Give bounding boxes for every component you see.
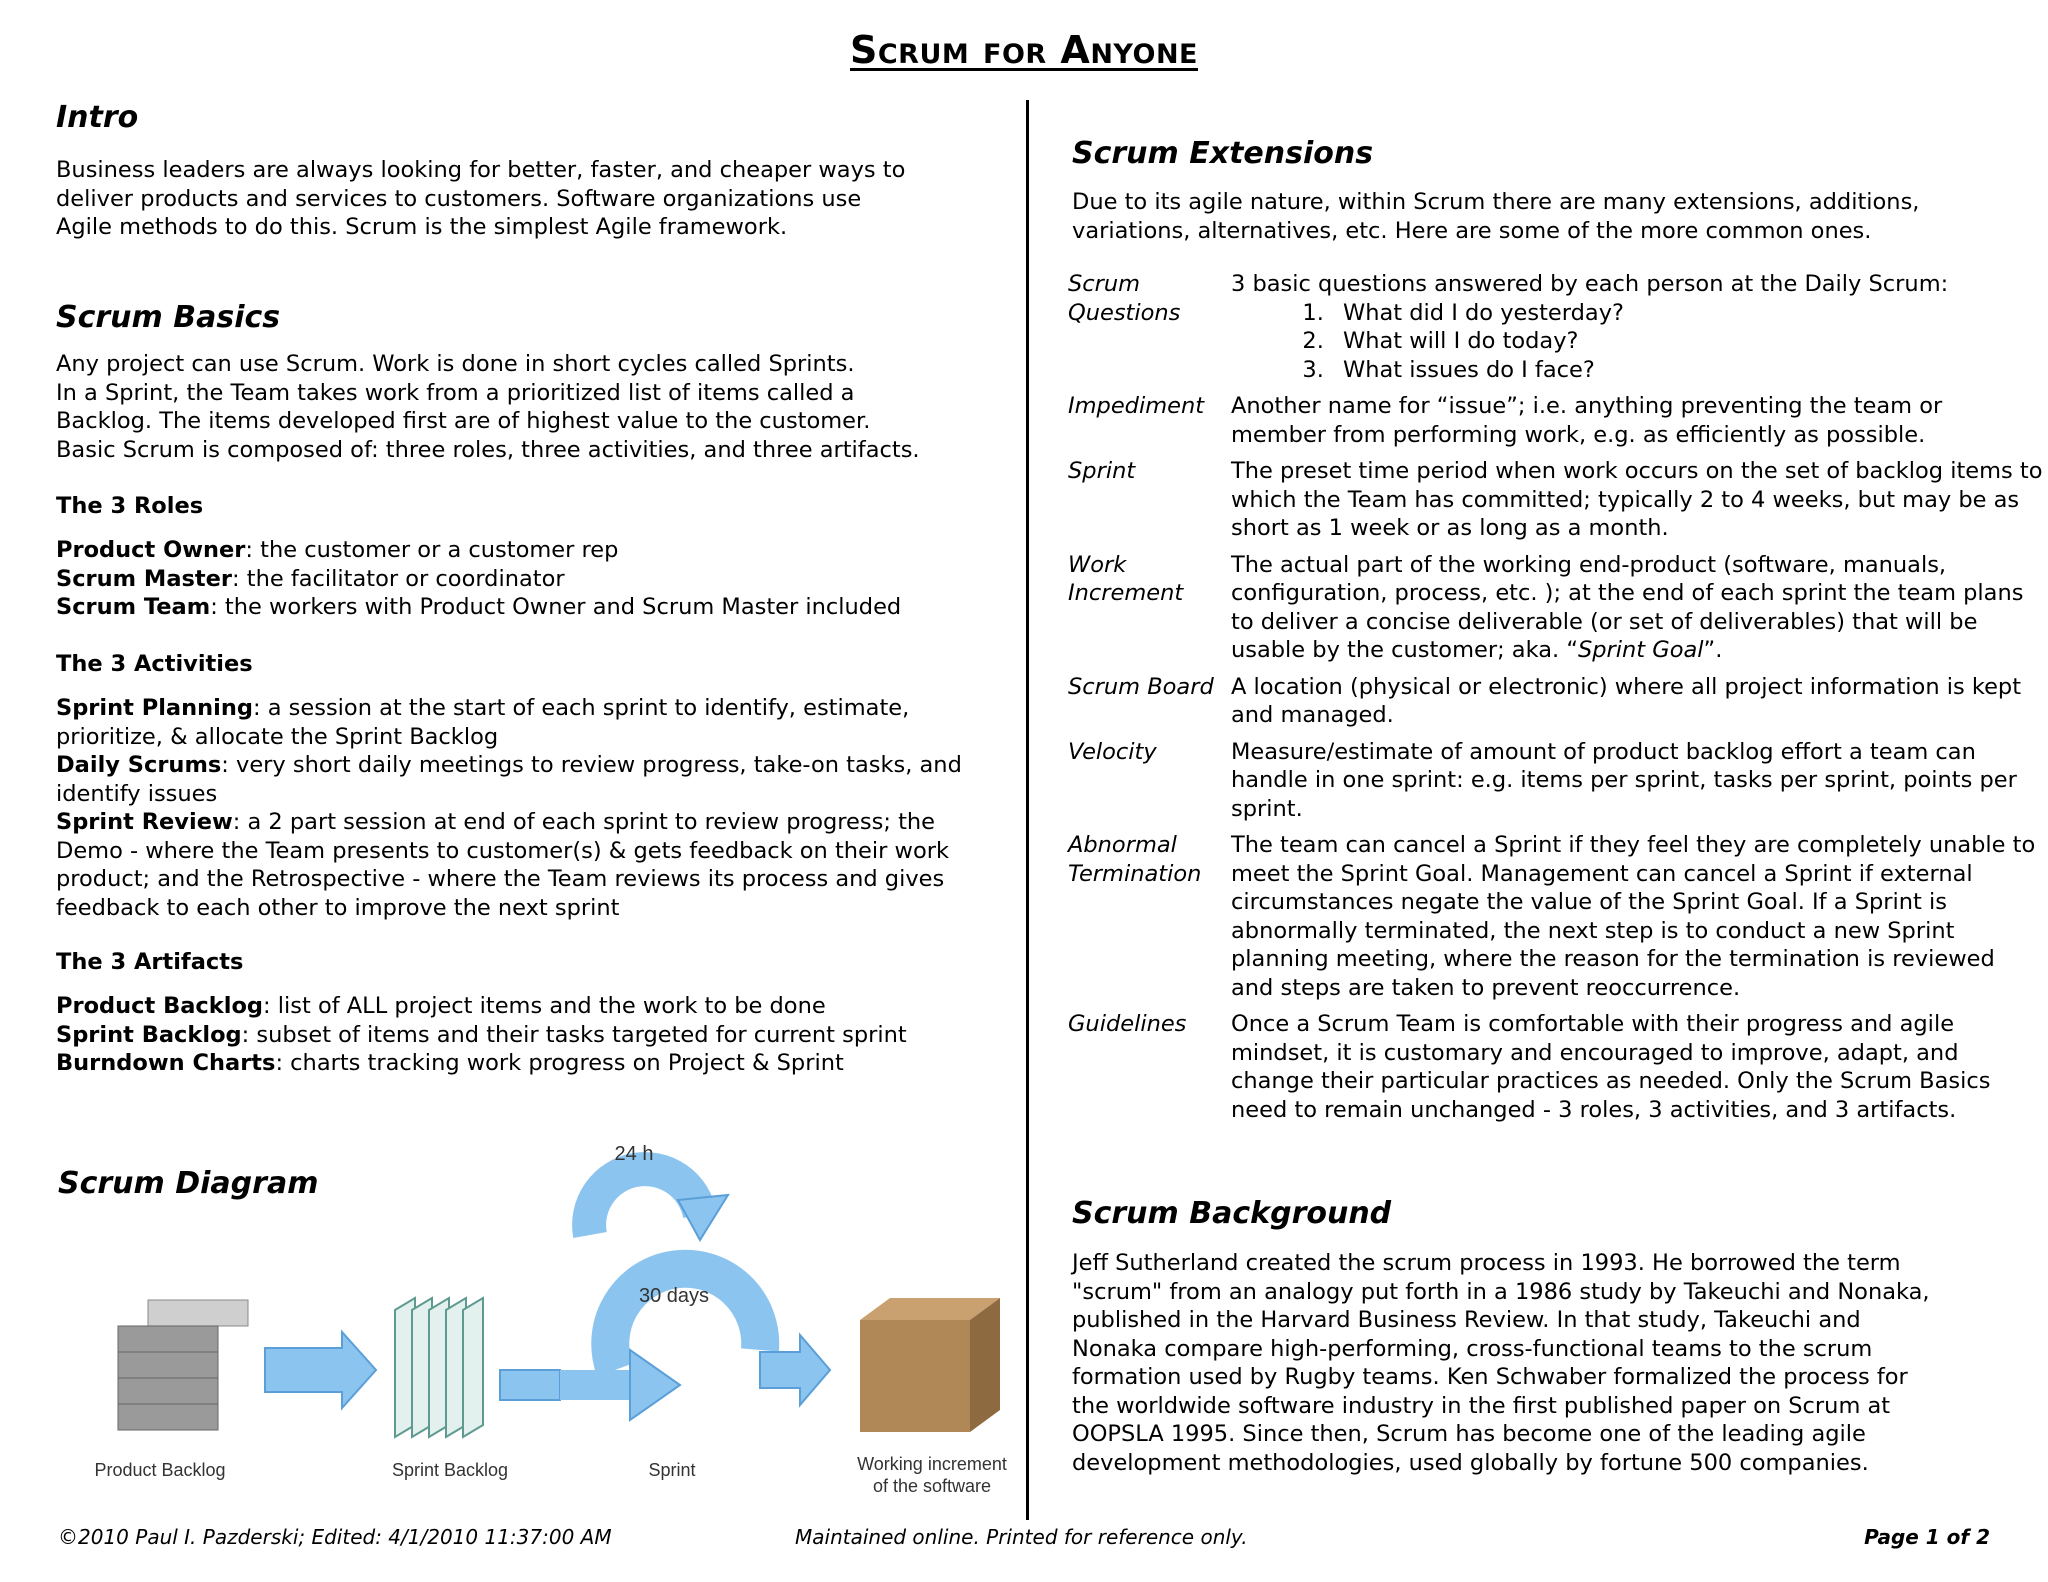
definition-desc: The preset time period when work occurs on the set of backlog items to which the Team has committed; typically 2 to 4 weeks, but may be as short as 1 week or as long as a month. <box>1231 458 2043 541</box>
flow-arrow-icon <box>265 1332 376 1408</box>
background-line: Nonaka compare high-performing, cross-functional teams to the scrum <box>1072 1335 1873 1362</box>
intro-line: Business leaders are always looking for better, faster, and cheaper ways to <box>56 157 906 183</box>
extensions-definitions <box>1068 270 2043 1132</box>
definition-term: Scrum Board <box>1068 673 1214 700</box>
footer-note: Maintained online. Printed for reference only. <box>795 1525 1248 1549</box>
definition-desc: Another name for “issue”; i.e. anything preventing the team or member from performing work, e.g. as efficiently as possible. <box>1231 393 1943 448</box>
background-line: OOPSLA 1995. Since then, Scrum has become one of the leading agile <box>1072 1421 1866 1447</box>
intro-line: Agile methods to do this. Scrum is the simplest Agile framework. <box>56 214 788 240</box>
basics-heading: Scrum Basics <box>56 300 281 335</box>
question-item: 2. What will I do today? <box>1331 327 2043 356</box>
basics-text <box>56 350 1016 464</box>
sprint-loop-label: 30 days <box>638 1285 710 1307</box>
basics-line: Any project can use Scrum. Work is done in short cycles called Sprints. <box>56 351 855 377</box>
caption-sprint-backlog: Sprint Backlog <box>391 1460 509 1480</box>
footer-page-number: Page 1 of 2 <box>1864 1525 1990 1549</box>
background-line: development methodologies, used globally by fortune 500 companies. <box>1072 1449 1869 1476</box>
intro-text <box>56 156 996 242</box>
definition-row <box>1068 738 2043 824</box>
activity-item: Sprint Planning: a session at the start of each sprint to identify, estimate, prioritize, & allocate the Sprint Backlog <box>56 695 910 750</box>
definition-desc: The team can cancel a Sprint if they feel they are completely unable to meet the Sprint Goal. Management can cancel a Sprint if external circumstances negate the value of the Sprint Goal. If a Sprint is abnormally terminated, the next step is to conduct a new Sprint planning meeting, where the reason for the termination is reviewed and steps are taken to prevent reoccurrence. <box>1231 832 2036 1001</box>
sprint-backlog-sheets-icon <box>395 1298 483 1437</box>
extensions-heading: Scrum Extensions <box>1072 136 1374 171</box>
intro-heading: Intro <box>56 100 139 135</box>
definition-term: Sprint <box>1068 458 1136 484</box>
activities-list <box>56 694 991 922</box>
question-item: 3. What issues do I face? <box>1331 356 2043 385</box>
definition-term: Impediment <box>1068 393 1205 419</box>
definition-desc: Once a Scrum Team is comfortable with their progress and agile mindset, it is customary and encouraged to improve, adapt, and change their particular practices as needed. Only the Scrum Basics need to remain unchanged - 3 roles, 3 activities, and 3 artifacts. <box>1231 1011 1991 1123</box>
page-title: Scrum for Anyone <box>850 28 1198 72</box>
questions-list <box>1231 299 2043 385</box>
definition-term: Guidelines <box>1068 1011 1187 1037</box>
artifacts-heading: The 3 Artifacts <box>56 949 244 975</box>
diagram-heading: Scrum Diagram <box>58 1166 319 1201</box>
roles-list <box>56 536 1016 622</box>
definition-term: Work Increment <box>1068 551 1184 606</box>
background-line: Jeff Sutherland created the scrum process in 1993. He borrowed the term <box>1072 1250 1901 1276</box>
caption-increment: Working increment <box>857 1454 1007 1474</box>
scrum-diagram-svg <box>60 1080 1020 1500</box>
background-line: published in the Harvard Business Review. In that study, Takeuchi and <box>1072 1307 1861 1333</box>
definition-row <box>1068 1010 2043 1124</box>
activity-item: Sprint Review: a 2 part session at end of each sprint to review progress; the Demo - where the Team presents to customer(s) & gets feedback on their work product; and the Retrospective - where the Team reviews its process and gives feedback to each other to improve the next sprint <box>56 809 949 921</box>
column-divider <box>1026 100 1029 1520</box>
definition-row <box>1068 270 2043 384</box>
definition-desc: Measure/estimate of amount of product backlog effort a team can handle in one sprint: e.g. items per sprint, tasks per sprint, points per sprint. <box>1231 738 2017 822</box>
background-line: "scrum" from an analogy put forth in a 1986 study by Takeuchi and Nonaka, <box>1072 1278 1930 1305</box>
artifact-item: Sprint Backlog: subset of items and their tasks targeted for current sprint <box>56 1021 907 1048</box>
background-text <box>1072 1249 2032 1477</box>
roles-heading: The 3 Roles <box>56 493 204 519</box>
question-item: 1. What did I do yesterday? <box>1331 299 2043 328</box>
background-line: the worldwide software industry in the first published paper on Scrum at <box>1072 1392 1891 1419</box>
daily-loop-icon <box>589 1169 728 1240</box>
activities-heading: The 3 Activities <box>56 651 253 677</box>
definition-row <box>1068 551 2043 665</box>
role-item: Product Owner: the customer or a customer rep <box>56 537 619 563</box>
basics-line: Basic Scrum is composed of: three roles, three activities, and three artifacts. <box>56 436 920 463</box>
scrum-diagram <box>60 1080 1020 1500</box>
definition-term: Velocity <box>1068 738 1157 765</box>
definition-term: Abnormal Termination <box>1068 832 1202 887</box>
definition-desc: 3 basic questions answered by each person at the Daily Scrum: 1. What did I do yesterday? 2. What will I do today? 3. What issues do I face? <box>1231 270 2043 384</box>
definition-row <box>1068 457 2043 543</box>
daily-loop-label: 24 h <box>614 1143 654 1165</box>
role-item: Scrum Master: the facilitator or coordinator <box>56 565 565 592</box>
extensions-intro-line: variations, alternatives, etc. Here are some of the more common ones. <box>1072 217 1872 244</box>
caption-sprint: Sprint <box>648 1460 696 1480</box>
extensions-intro <box>1072 188 2032 245</box>
increment-box-icon <box>860 1298 1000 1432</box>
product-backlog-stack-icon <box>118 1300 248 1430</box>
definition-term: Scrum Questions <box>1068 271 1181 326</box>
definition-row <box>1068 673 2043 730</box>
definition-desc: The actual part of the working end-product (software, manuals, configuration, process, etc. ); at the end of each sprint the team plans to deliver a concise deliverable (or set of deliverables) that will be usable by the customer; aka. “Sprint Goal”. <box>1231 551 2024 663</box>
artifact-item: Product Backlog: list of ALL project items and the work to be done <box>56 993 826 1019</box>
artifacts-list <box>56 992 1016 1078</box>
definition-row <box>1068 831 2043 1002</box>
footer-copyright: ©2010 Paul I. Pazderski; Edited: 4/1/2010 11:37:00 AM <box>58 1525 612 1549</box>
extensions-intro-line: Due to its agile nature, within Scrum there are many extensions, additions, <box>1072 189 1920 215</box>
intro-line: deliver products and services to customers. Software organizations use <box>56 185 862 212</box>
definition-desc: A location (physical or electronic) where all project information is kept and managed. <box>1231 673 2022 728</box>
background-heading: Scrum Background <box>1072 1196 1392 1231</box>
basics-line: Backlog. The items developed first are of highest value to the customer. <box>56 408 871 434</box>
definition-row <box>1068 392 2043 449</box>
artifact-item: Burndown Charts: charts tracking work progress on Project & Sprint <box>56 1050 844 1076</box>
flow-arrow-icon <box>500 1370 560 1400</box>
caption-increment: of the software <box>872 1476 992 1496</box>
basics-line: In a Sprint, the Team takes work from a prioritized list of items called a <box>56 379 855 406</box>
role-item: Scrum Team: the workers with Product Owner and Scrum Master included <box>56 594 902 620</box>
caption-product-backlog: Product Backlog <box>94 1460 226 1480</box>
background-line: formation used by Rugby teams. Ken Schwaber formalized the process for <box>1072 1364 1908 1390</box>
activity-item: Daily Scrums: very short daily meetings to review progress, take-on tasks, and identify issues <box>56 752 962 807</box>
